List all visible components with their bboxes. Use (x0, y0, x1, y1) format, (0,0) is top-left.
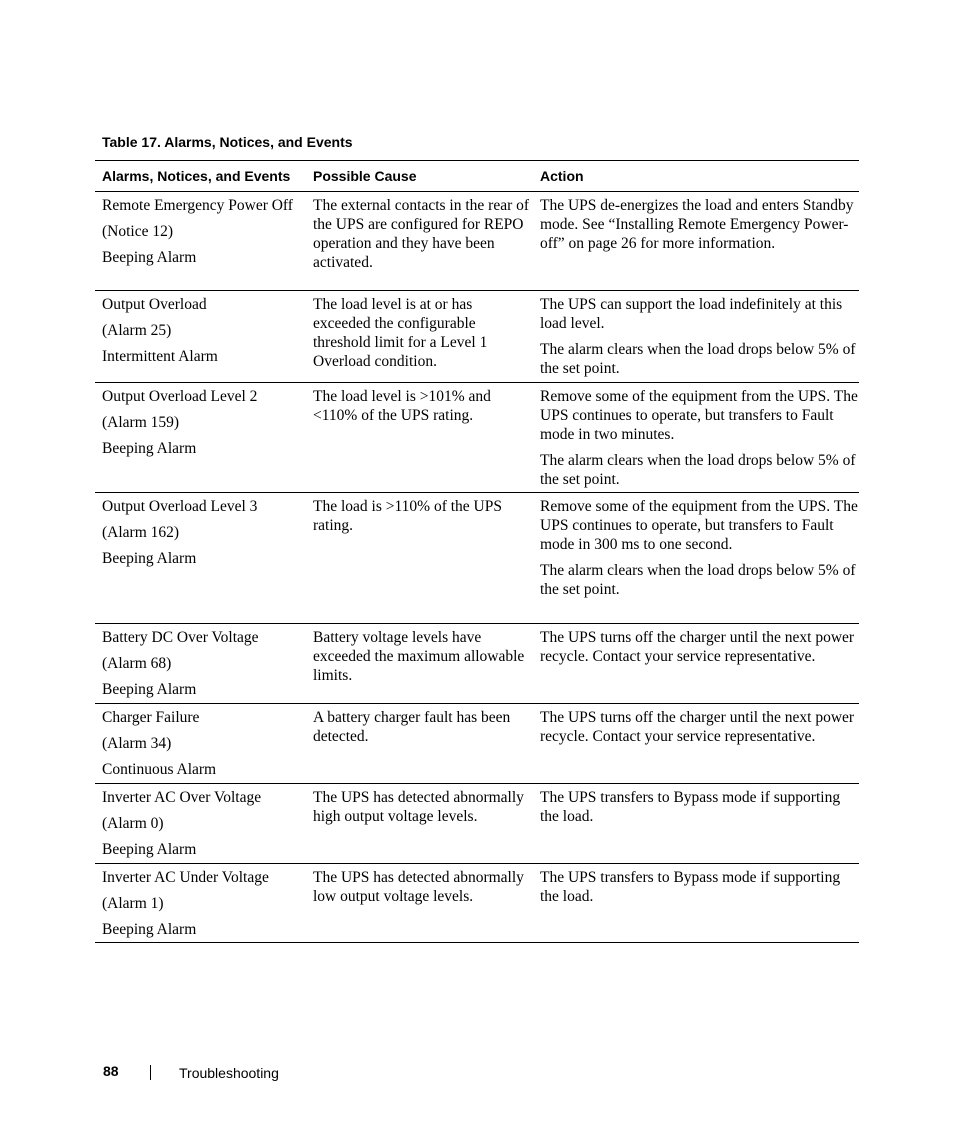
action-cell (533, 784, 859, 863)
cause-cell (306, 624, 533, 703)
action-text: The alarm clears when the load drops below 5% of the set point. (540, 452, 856, 488)
action-cell (533, 704, 859, 783)
cause-text: The UPS has detected abnormally low output voltage levels. (313, 869, 524, 905)
event-code: (Alarm 68) (102, 655, 172, 672)
table-row (95, 864, 859, 943)
action-text: The UPS transfers to Bypass mode if supporting the load. (540, 789, 841, 825)
table-row (95, 192, 859, 291)
action-cell (533, 864, 859, 942)
action-text: Remove some of the equipment from the UPS. The UPS continues to operate, but transfers to Fault mode in 300 ms to one second. (540, 498, 858, 553)
cause-cell (306, 704, 533, 783)
action-cell (533, 192, 859, 290)
action-text: Remove some of the equipment from the UPS. The UPS continues to operate, but transfers to Fault mode in two minutes. (540, 388, 858, 443)
table-row (95, 493, 859, 624)
event-code: (Alarm 34) (102, 735, 172, 752)
column-header-cause: Possible Cause (313, 168, 417, 184)
footer-divider (150, 1065, 151, 1080)
action-text: The UPS de-energizes the load and enters Standby mode. See “Installing Remote Emergency Power-off” on page 26 for more information. (540, 197, 854, 252)
event-name: Output Overload Level 2 (102, 388, 258, 405)
alarms-table (95, 160, 859, 943)
event-name: Battery DC Over Voltage (102, 629, 259, 646)
event-cell (95, 704, 306, 783)
event-name: Charger Failure (102, 709, 200, 726)
cause-text: The external contacts in the rear of the UPS are configured for REPO operation and they have been activated. (313, 197, 530, 271)
cause-cell (306, 291, 533, 382)
event-alarm-type: Intermittent Alarm (102, 348, 218, 365)
page-number: 88 (103, 1063, 119, 1079)
event-cell (95, 864, 306, 942)
table-row (95, 704, 859, 784)
event-code: (Notice 12) (102, 223, 174, 240)
table-row (95, 784, 859, 864)
event-cell (95, 291, 306, 382)
action-text: The UPS transfers to Bypass mode if supporting the load. (540, 869, 841, 905)
cause-text: The load level is >101% and <110% of the UPS rating. (313, 388, 491, 424)
table-row (95, 383, 859, 493)
event-code: (Alarm 159) (102, 414, 180, 431)
event-alarm-type: Beeping Alarm (102, 440, 197, 457)
event-name: Inverter AC Over Voltage (102, 789, 262, 806)
event-alarm-type: Beeping Alarm (102, 681, 197, 698)
cause-text: Battery voltage levels have exceeded the maximum allowable limits. (313, 629, 525, 684)
action-cell (533, 493, 859, 623)
event-cell (95, 192, 306, 290)
event-alarm-type: Beeping Alarm (102, 550, 197, 567)
section-label: Troubleshooting (179, 1065, 279, 1081)
table-caption: Table 17. Alarms, Notices, and Events (102, 134, 353, 150)
table-header-row (95, 161, 859, 192)
event-name: Output Overload Level 3 (102, 498, 258, 515)
event-alarm-type: Beeping Alarm (102, 921, 197, 938)
event-alarm-type: Beeping Alarm (102, 841, 197, 858)
event-name: Remote Emergency Power Off (102, 197, 293, 214)
event-code: (Alarm 162) (102, 524, 180, 541)
cause-text: The load is >110% of the UPS rating. (313, 498, 502, 534)
column-header-action: Action (540, 168, 584, 184)
event-name: Inverter AC Under Voltage (102, 869, 269, 886)
action-text: The alarm clears when the load drops below 5% of the set point. (540, 562, 856, 598)
cause-cell (306, 383, 533, 492)
action-text: The alarm clears when the load drops below 5% of the set point. (540, 341, 856, 377)
event-cell (95, 383, 306, 492)
event-cell (95, 493, 306, 623)
event-alarm-type: Continuous Alarm (102, 761, 217, 778)
action-cell (533, 383, 859, 492)
event-code: (Alarm 0) (102, 815, 164, 832)
action-cell (533, 624, 859, 703)
cause-cell (306, 864, 533, 942)
event-code: (Alarm 25) (102, 322, 172, 339)
cause-cell (306, 192, 533, 290)
cause-cell (306, 493, 533, 623)
cause-text: The UPS has detected abnormally high output voltage levels. (313, 789, 524, 825)
cause-cell (306, 784, 533, 863)
cause-text: The load level is at or has exceeded the configurable threshold limit for a Level 1 Overload condition. (313, 296, 488, 370)
table-row (95, 624, 859, 704)
action-text: The UPS turns off the charger until the next power recycle. Contact your service representative. (540, 709, 855, 745)
action-text: The UPS turns off the charger until the next power recycle. Contact your service representative. (540, 629, 855, 665)
cause-text: A battery charger fault has been detected. (313, 709, 511, 745)
column-header-events: Alarms, Notices, and Events (102, 168, 291, 184)
event-code: (Alarm 1) (102, 895, 164, 912)
event-alarm-type: Beeping Alarm (102, 249, 197, 266)
event-cell (95, 784, 306, 863)
event-cell (95, 624, 306, 703)
action-cell (533, 291, 859, 382)
event-name: Output Overload (102, 296, 207, 313)
table-row (95, 291, 859, 383)
action-text: The UPS can support the load indefinitely at this load level. (540, 296, 843, 332)
